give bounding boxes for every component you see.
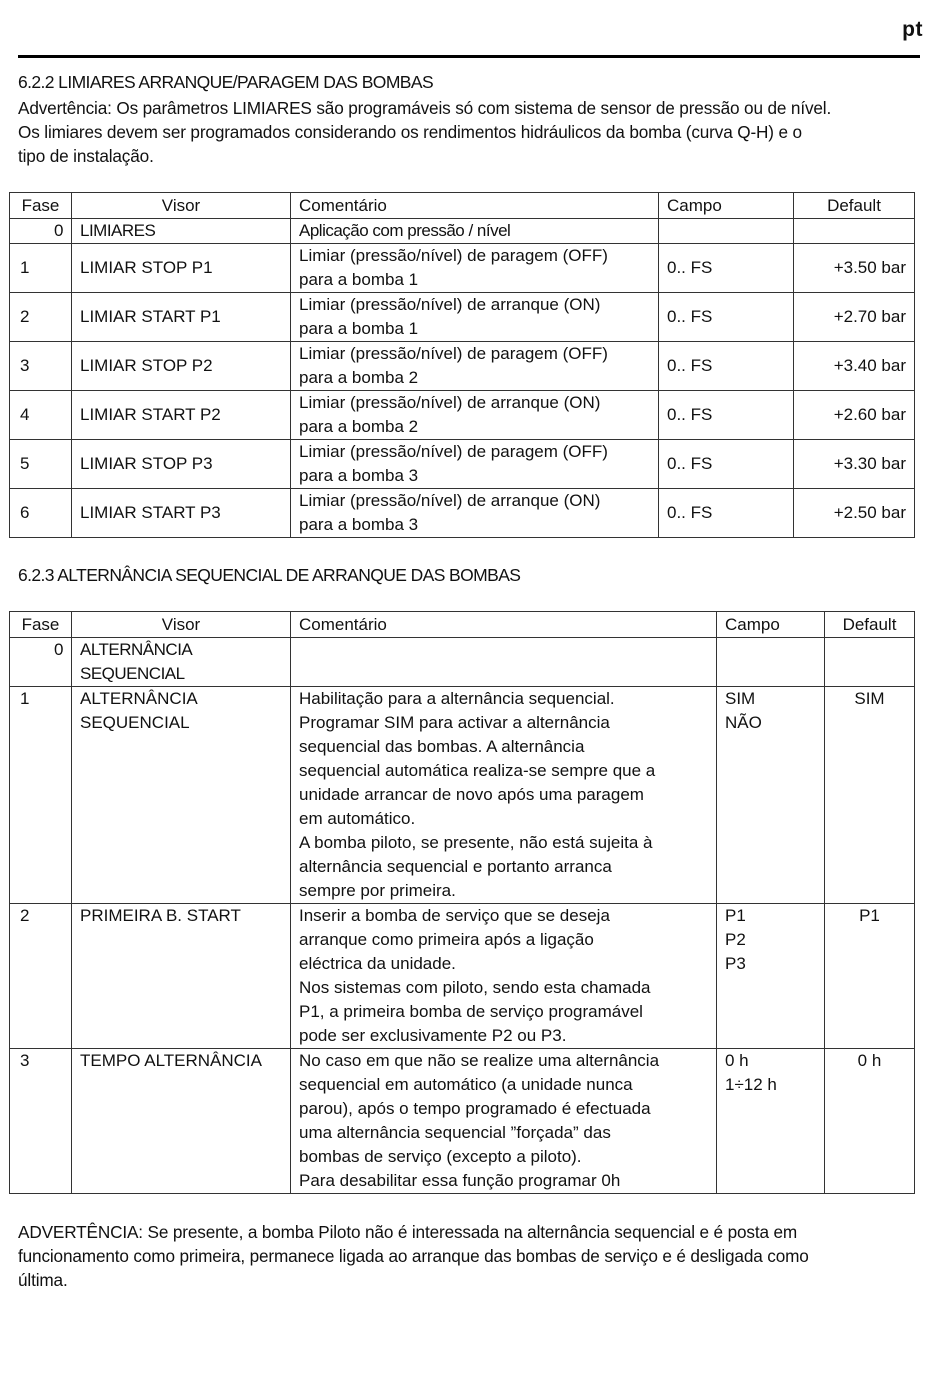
comment-line: Limiar (pressão/nível) de paragem (OFF) — [299, 442, 608, 461]
language-label: pt — [902, 18, 923, 41]
header-default: Default — [794, 193, 915, 219]
comment-line: No caso em que não se realize uma alternância — [299, 1051, 660, 1070]
comment-line: sequencial em automático (a unidade nunca — [299, 1075, 633, 1094]
cell-visor: LIMIAR STOP P1 — [72, 244, 291, 293]
cell-campo — [717, 904, 825, 1049]
cell-fase: 2 — [10, 904, 72, 1049]
comment-line: em automático. — [299, 809, 416, 828]
header-campo: Campo — [717, 612, 825, 638]
comment-line: Limiar (pressão/nível) de paragem (OFF) — [299, 246, 608, 265]
cell-comentario: Aplicação com pressão / nível — [291, 219, 659, 244]
cell-fase: 3 — [10, 1049, 72, 1194]
comment-line: eléctrica da unidade. — [299, 954, 456, 973]
cell-comentario — [291, 489, 659, 538]
cell-visor: LIMIAR START P1 — [72, 293, 291, 342]
comment-line: Limiar (pressão/nível) de arranque (ON) — [299, 295, 601, 314]
campo-option: NÃO — [725, 713, 762, 732]
table-row — [10, 293, 915, 342]
visor-line: TEMPO ALTERNÂNCIA — [80, 1051, 262, 1070]
comment-line: sequencial das bombas. A alternância — [299, 737, 585, 756]
paragraph-line: Advertência: Os parâmetros LIMIARES são programáveis só com sistema de sensor de pressão ou de nível. — [18, 98, 832, 118]
cell-comentario — [291, 391, 659, 440]
visor-line: ALTERNÂNCIA — [80, 640, 193, 659]
header-rule — [18, 55, 920, 58]
campo-option: P2 — [725, 930, 746, 949]
alternation-table — [9, 611, 915, 1194]
cell-campo: 0.. FS — [659, 391, 794, 440]
cell-default: +2.70 bar — [794, 293, 915, 342]
cell-campo: 0.. FS — [659, 293, 794, 342]
warning-line: última. — [18, 1270, 68, 1290]
section-623-title: 6.2.3 ALTERNÂNCIA SEQUENCIAL DE ARRANQUE DAS BOMBAS — [18, 565, 521, 585]
header-comentario: Comentário — [291, 193, 659, 219]
comment-line: para a bomba 3 — [299, 466, 419, 485]
visor-line: SEQUENCIAL — [80, 713, 190, 732]
table-row — [10, 687, 915, 904]
comment-line: sempre por primeira. — [299, 881, 456, 900]
campo-option: SIM — [725, 689, 756, 708]
comment-line: P1, a primeira bomba de serviço programável — [299, 1002, 643, 1021]
cell-comentario — [291, 1049, 717, 1194]
cell-fase: 4 — [10, 391, 72, 440]
cell-campo — [717, 687, 825, 904]
cell-comentario — [291, 687, 717, 904]
table-row — [10, 638, 915, 687]
cell-visor: LIMIAR STOP P2 — [72, 342, 291, 391]
cell-comentario — [291, 342, 659, 391]
table-row — [10, 342, 915, 391]
cell-default: P1 — [825, 904, 915, 1049]
comment-line: uma alternância sequencial ”forçada” das — [299, 1123, 611, 1142]
cell-campo — [717, 1049, 825, 1194]
cell-default: +3.30 bar — [794, 440, 915, 489]
campo-option: 1÷12 h — [725, 1075, 777, 1094]
cell-visor — [72, 904, 291, 1049]
cell-default: +2.60 bar — [794, 391, 915, 440]
thresholds-table — [9, 192, 915, 538]
comment-line: Habilitação para a alternância sequencial. — [299, 689, 615, 708]
campo-option: 0 h — [725, 1051, 749, 1070]
cell-fase: 5 — [10, 440, 72, 489]
cell-visor: LIMIARES — [72, 219, 291, 244]
table-row — [10, 244, 915, 293]
cell-campo — [659, 219, 794, 244]
comment-line: bombas de serviço (excepto a piloto). — [299, 1147, 582, 1166]
table-header-row — [10, 612, 915, 638]
cell-campo: 0.. FS — [659, 489, 794, 538]
cell-fase: 6 — [10, 489, 72, 538]
header-fase: Fase — [10, 193, 72, 219]
comment-line: para a bomba 2 — [299, 417, 419, 436]
campo-option: P1 — [725, 906, 746, 925]
paragraph-line: Os limiares devem ser programados considerando os rendimentos hidráulicos da bomba (curva Q-H) e o — [18, 122, 802, 142]
comment-line: arranque como primeira após a ligação — [299, 930, 594, 949]
warning-paragraph — [18, 1220, 928, 1292]
cell-comentario — [291, 638, 717, 687]
cell-fase: 2 — [10, 293, 72, 342]
cell-default: +3.50 bar — [794, 244, 915, 293]
comment-line: unidade arrancar de novo após uma paragem — [299, 785, 644, 804]
cell-visor — [72, 1049, 291, 1194]
comment-line: Inserir a bomba de serviço que se deseja — [299, 906, 610, 925]
comment-line: A bomba piloto, se presente, não está sujeita à — [299, 833, 653, 852]
cell-default: +2.50 bar — [794, 489, 915, 538]
comment-line: Para desabilitar essa função programar 0h — [299, 1171, 621, 1190]
table-row — [10, 1049, 915, 1194]
cell-fase: 0 — [10, 638, 72, 687]
cell-comentario — [291, 440, 659, 489]
cell-fase: 0 — [10, 219, 72, 244]
cell-campo: 0.. FS — [659, 342, 794, 391]
comment-line: pode ser exclusivamente P2 ou P3. — [299, 1026, 567, 1045]
header-comentario: Comentário — [291, 612, 717, 638]
header-visor: Visor — [72, 193, 291, 219]
visor-line: SEQUENCIAL — [80, 664, 185, 683]
comment-line: para a bomba 1 — [299, 270, 419, 289]
cell-fase: 3 — [10, 342, 72, 391]
comment-line: parou), após o tempo programado é efectuada — [299, 1099, 651, 1118]
cell-default: 0 h — [825, 1049, 915, 1194]
warning-line: ADVERTÊNCIA: Se presente, a bomba Piloto não é interessada na alternância sequencial e é posta em — [18, 1222, 798, 1242]
cell-campo: 0.. FS — [659, 440, 794, 489]
section-622-paragraph — [18, 96, 928, 168]
cell-campo — [717, 638, 825, 687]
paragraph-line: tipo de instalação. — [18, 146, 154, 166]
visor-line: ALTERNÂNCIA — [80, 689, 198, 708]
cell-default — [794, 219, 915, 244]
comment-line: Limiar (pressão/nível) de paragem (OFF) — [299, 344, 608, 363]
cell-default: SIM — [825, 687, 915, 904]
cell-comentario — [291, 293, 659, 342]
table-row — [10, 489, 915, 538]
cell-visor: LIMIAR START P3 — [72, 489, 291, 538]
cell-visor: LIMIAR START P2 — [72, 391, 291, 440]
comment-line: Nos sistemas com piloto, sendo esta chamada — [299, 978, 651, 997]
header-fase: Fase — [10, 612, 72, 638]
cell-comentario — [291, 244, 659, 293]
header-visor: Visor — [72, 612, 291, 638]
warning-line: funcionamento como primeira, permanece ligada ao arranque das bombas de serviço e é desligada como — [18, 1246, 809, 1266]
table-row — [10, 904, 915, 1049]
header-default: Default — [825, 612, 915, 638]
comment-line: Limiar (pressão/nível) de arranque (ON) — [299, 491, 601, 510]
table-row — [10, 391, 915, 440]
campo-option: P3 — [725, 954, 746, 973]
cell-default — [825, 638, 915, 687]
cell-comentario — [291, 904, 717, 1049]
comment-line: Limiar (pressão/nível) de arranque (ON) — [299, 393, 601, 412]
comment-line: sequencial automática realiza-se sempre que a — [299, 761, 656, 780]
cell-campo: 0.. FS — [659, 244, 794, 293]
table-row — [10, 440, 915, 489]
comment-line: para a bomba 2 — [299, 368, 419, 387]
section-622-title: 6.2.2 LIMIARES ARRANQUE/PARAGEM DAS BOMBAS — [18, 72, 434, 92]
comment-line: para a bomba 3 — [299, 515, 419, 534]
cell-visor — [72, 687, 291, 904]
cell-default: +3.40 bar — [794, 342, 915, 391]
visor-line: PRIMEIRA B. START — [80, 906, 241, 925]
header-campo: Campo — [659, 193, 794, 219]
table-row — [10, 219, 915, 244]
comment-line: Programar SIM para activar a alternância — [299, 713, 610, 732]
cell-fase: 1 — [10, 687, 72, 904]
cell-visor: LIMIAR STOP P3 — [72, 440, 291, 489]
comment-line: alternância sequencial e portanto arranca — [299, 857, 612, 876]
table-header-row — [10, 193, 915, 219]
comment-line: para a bomba 1 — [299, 319, 419, 338]
cell-fase: 1 — [10, 244, 72, 293]
cell-visor — [72, 638, 291, 687]
